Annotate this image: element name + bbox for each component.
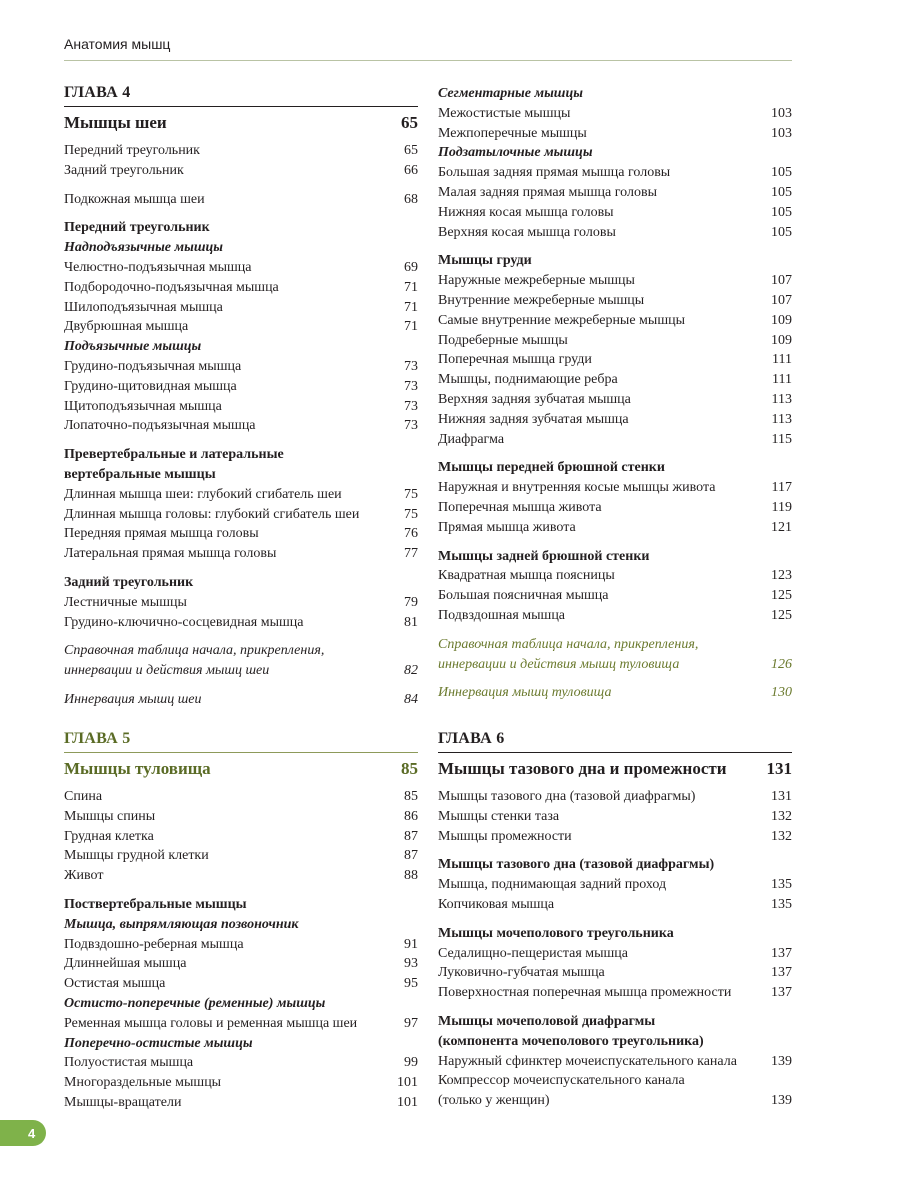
toc-entry[interactable] <box>438 331 792 351</box>
toc-entry[interactable] <box>438 104 792 124</box>
subsection-heading: Сегментарные мышцы <box>438 86 583 101</box>
running-head: Анатомия мышц <box>64 36 171 52</box>
toc-entry-page: 139 <box>771 1093 792 1109</box>
toc-entry-page: 99 <box>404 1055 418 1071</box>
toc-entry[interactable] <box>64 593 418 613</box>
toc-entry[interactable] <box>64 377 418 397</box>
toc-entry-page: 117 <box>771 480 792 496</box>
toc-entry-title: Мышцы тазового дна (тазовой диафрагмы) <box>438 789 696 804</box>
toc-entry-page: 139 <box>771 1053 792 1069</box>
toc-entry[interactable] <box>64 416 418 436</box>
toc-entry-title: Полуостистая мышца <box>64 1055 194 1071</box>
toc-entry-title: Мышцы спины <box>64 808 156 824</box>
toc-entry[interactable] <box>64 954 418 974</box>
toc-entry[interactable] <box>64 1093 418 1113</box>
toc-entry-title: Двубрюшная мышца <box>64 319 189 335</box>
toc-entry-title: Латеральная прямая мышца головы <box>64 546 277 562</box>
toc-entry-title: Межпоперечные мышцы <box>438 125 587 141</box>
toc-entry-page: 73 <box>404 358 418 374</box>
toc-entry-page: 137 <box>771 945 792 961</box>
toc-entry-title: Щитоподъязычная мышца <box>64 398 222 414</box>
toc-group <box>438 787 792 846</box>
toc-entry-title: Мышцы промежности <box>438 828 572 844</box>
toc-group <box>64 593 418 633</box>
toc-entry-page: 87 <box>404 848 418 864</box>
toc-group <box>438 271 792 449</box>
toc-entry-page: 135 <box>771 877 792 893</box>
toc-entry[interactable] <box>438 1091 792 1111</box>
chapter-title-row[interactable] <box>64 106 418 141</box>
toc-entry-title: Спина <box>64 789 103 804</box>
toc-entry-page: 88 <box>404 868 418 884</box>
toc-entry[interactable] <box>438 787 792 807</box>
toc-entry-title: Копчиковая мышца <box>438 896 555 912</box>
toc-entry[interactable] <box>438 1071 792 1091</box>
toc-entry-page: 131 <box>771 789 792 804</box>
section-heading: (компонента мочеполового треугольника) <box>438 1033 704 1049</box>
toc-entry-title: Лестничные мышцы <box>64 594 187 610</box>
toc-entry-page: 111 <box>772 372 792 388</box>
toc-entry-page: 105 <box>771 204 792 220</box>
toc-entry-page: 113 <box>771 411 792 427</box>
chapter-label: ГЛАВА 6 <box>438 730 505 747</box>
chapter-title: Мышцы туловища <box>64 759 211 778</box>
toc-entry-title: Подреберные мышцы <box>438 332 568 348</box>
toc-entry-page: 137 <box>771 985 792 1001</box>
toc-entry[interactable] <box>438 163 792 183</box>
toc-entry[interactable] <box>64 357 418 377</box>
chapter-title: Мышцы тазового дна и промежности <box>438 759 727 778</box>
toc-entry-title: Подбородочно-подъязычная мышца <box>64 279 279 295</box>
toc-entry[interactable] <box>64 141 418 161</box>
toc-entry-title: Поперечная мышца груди <box>438 352 592 368</box>
toc-entry-title: Длиннейшая мышца <box>64 956 187 972</box>
toc-entry-title: Нижняя задняя зубчатая мышца <box>438 411 629 427</box>
section-heading: вертебральные мышцы <box>64 466 216 482</box>
toc-entry-title: Мышцы-вращатели <box>64 1094 182 1110</box>
toc-entry[interactable] <box>438 827 792 847</box>
toc-entry-page: 132 <box>771 828 792 844</box>
toc-entry-title: Поверхностная поперечная мышца промежности <box>438 985 732 1001</box>
toc-entry-title: Верхняя косая мышца головы <box>438 224 616 240</box>
toc-entry-page: 137 <box>771 965 792 981</box>
toc-entry-page: 105 <box>771 224 792 240</box>
toc-entry[interactable] <box>438 410 792 430</box>
toc-entry[interactable] <box>64 278 418 298</box>
toc-entry-title: Внутренние межреберные мышцы <box>438 292 645 308</box>
toc-entry-page: 109 <box>771 332 792 348</box>
ref-table-line[interactable]: Справочная таблица начала, прикрепления, <box>64 643 325 659</box>
subsection-heading: Подъязычные мышцы <box>64 339 202 355</box>
toc-group <box>438 478 792 537</box>
toc-entry[interactable] <box>64 298 418 318</box>
toc-entry[interactable] <box>438 390 792 410</box>
subsection-heading: Поперечно-остистые мышцы <box>64 1035 253 1051</box>
toc-group <box>64 485 418 564</box>
toc-entry-page: 77 <box>404 546 418 562</box>
toc-entry-title: Мышцы, поднимающие ребра <box>438 372 618 388</box>
toc-entry-page: 73 <box>404 398 418 414</box>
toc-entry-title: Длинная мышца головы: глубокий сгибатель шеи <box>64 506 360 522</box>
toc-entry-page: 87 <box>404 828 418 844</box>
ref-table-entry[interactable] <box>64 661 418 681</box>
toc-entry[interactable] <box>64 787 418 807</box>
toc-entry[interactable] <box>64 974 418 994</box>
toc-entry[interactable] <box>64 1014 418 1034</box>
toc-entry-page: 132 <box>771 808 792 824</box>
toc-entry-page: 135 <box>771 896 792 912</box>
toc-entry-page: 71 <box>404 319 418 335</box>
section-heading: Мышцы груди <box>438 253 532 269</box>
innervation-entry[interactable] <box>64 690 418 710</box>
toc-entry-title: Луковично-губчатая мышца <box>438 965 605 981</box>
toc-entry[interactable] <box>64 544 418 564</box>
toc-entry[interactable] <box>438 271 792 291</box>
toc-entry-page: 76 <box>404 526 418 542</box>
section-heading: Мышцы мочеполового треугольника <box>438 925 674 941</box>
toc-entry-page: 125 <box>771 588 792 604</box>
ref-table-line: иннервации и действия мышц шеи <box>64 663 270 679</box>
toc-entry-title: Подвздошно-реберная мышца <box>64 936 244 952</box>
toc-entry-title: Мышцы грудной клетки <box>64 848 209 864</box>
ref-table-line[interactable]: Справочная таблица начала, прикрепления, <box>438 636 699 652</box>
toc-group <box>438 566 792 625</box>
toc-entry[interactable] <box>64 846 418 866</box>
toc-entry[interactable] <box>438 1052 792 1072</box>
toc-entry-page: 111 <box>772 352 792 368</box>
toc-entry-page: 75 <box>404 506 418 522</box>
toc-entry[interactable] <box>438 223 792 243</box>
toc-entry[interactable] <box>438 875 792 895</box>
section-heading: Мышцы тазового дна (тазовой диафрагмы) <box>438 857 715 873</box>
toc-entry[interactable] <box>64 190 418 210</box>
toc-group <box>64 935 418 994</box>
toc-entry-title: Грудная клетка <box>64 828 154 844</box>
toc-entry-title: Передняя прямая мышца головы <box>64 526 259 542</box>
toc-entry-page: 75 <box>404 486 418 502</box>
toc-entry[interactable] <box>64 866 418 886</box>
toc-entry-title: Мышцы стенки таза <box>438 808 560 824</box>
toc-group <box>438 163 792 242</box>
toc-entry[interactable] <box>438 203 792 223</box>
toc-entry[interactable] <box>438 124 792 144</box>
toc-entry-title: Поперечная мышца живота <box>438 499 602 515</box>
toc-entry[interactable] <box>438 311 792 331</box>
toc-group <box>438 1052 792 1072</box>
toc-entry-page: 125 <box>771 607 792 623</box>
toc-group <box>64 1014 418 1034</box>
toc-entry-page: 107 <box>771 292 792 308</box>
chapter-title-row[interactable] <box>64 752 418 787</box>
header-rule <box>64 60 792 61</box>
toc-entry[interactable] <box>438 291 792 311</box>
toc-entry-page: 105 <box>771 165 792 181</box>
toc-entry-title: Большая задняя прямая мышца головы <box>438 165 671 181</box>
toc-entry[interactable] <box>438 183 792 203</box>
chapter-title-row[interactable] <box>438 752 792 787</box>
toc-entry-title: Остистая мышца <box>64 976 166 992</box>
toc-entry-page: 103 <box>771 125 792 141</box>
toc-entry[interactable] <box>438 963 792 983</box>
toc-entry-page: 66 <box>404 162 418 178</box>
section-heading: Мышцы мочеполовой диафрагмы <box>438 1013 656 1029</box>
section-heading: Мышцы передней брюшной стенки <box>438 460 665 476</box>
toc-entry[interactable] <box>64 161 418 181</box>
chapter-5-section <box>64 730 418 1113</box>
toc-entry[interactable] <box>438 586 792 606</box>
toc-entry-page: 113 <box>771 391 792 407</box>
chapter-page: 131 <box>766 759 792 778</box>
subsection-heading: Остисто-поперечные (ременные) мышцы <box>64 995 326 1011</box>
toc-entry-page: 71 <box>404 299 418 315</box>
toc-entry-page: 115 <box>771 431 792 447</box>
toc-entry-page: 109 <box>771 312 792 328</box>
toc-entry-page: 73 <box>404 378 418 394</box>
toc-group <box>438 104 792 144</box>
chapter-label: ГЛАВА 5 <box>64 730 131 747</box>
subsection-heading: Надподъязычные мышцы <box>64 240 223 256</box>
toc-entry-page: 65 <box>404 143 418 158</box>
toc-entry-title: Верхняя задняя зубчатая мышца <box>438 391 631 407</box>
toc-entry-title: Грудино-подъязычная мышца <box>64 358 242 374</box>
toc-entry[interactable] <box>438 807 792 827</box>
innervation-title: Иннервация мышц туловища <box>438 685 612 701</box>
toc-entry-page: 85 <box>404 789 418 804</box>
toc-entry-title: (только у женщин) <box>438 1093 550 1109</box>
toc-entry-title: Большая поясничная мышца <box>438 588 609 604</box>
toc-entry-title: Наружная и внутренняя косые мышцы живота <box>438 480 716 496</box>
innervation-page: 130 <box>771 685 792 701</box>
page-number-tab <box>0 1120 46 1146</box>
section-heading: Превертебральные и латеральные <box>64 447 284 463</box>
toc-group <box>64 357 418 436</box>
toc-entry[interactable] <box>438 478 792 498</box>
toc-entry-title: Многораздельные мышцы <box>64 1075 222 1091</box>
toc-group <box>64 258 418 337</box>
innervation-entry[interactable] <box>438 683 792 703</box>
toc-entry-title: Компрессор мочеиспускательного канала <box>438 1073 685 1089</box>
toc-entry-title: Шилоподъязычная мышца <box>64 299 223 315</box>
toc-entry-title: Квадратная мышца поясницы <box>438 568 615 584</box>
toc-entry[interactable] <box>438 498 792 518</box>
toc-entry-page: 79 <box>404 594 418 610</box>
toc-group <box>438 875 792 915</box>
toc-entry[interactable] <box>64 485 418 505</box>
toc-entry[interactable] <box>64 827 418 847</box>
toc-entry-page: 68 <box>404 191 418 207</box>
toc-group <box>64 141 418 181</box>
toc-entry[interactable] <box>64 397 418 417</box>
toc-entry-title: Грудино-щитовидная мышца <box>64 378 237 394</box>
toc-entry-page: 123 <box>771 568 792 584</box>
toc-entry-title: Самые внутренние межреберные мышцы <box>438 312 685 328</box>
chapter-label: ГЛАВА 4 <box>64 84 131 101</box>
toc-entry[interactable] <box>64 317 418 337</box>
toc-entry-page: 73 <box>404 418 418 434</box>
toc-entry-title: Мышца, поднимающая задний проход <box>438 877 667 893</box>
toc-entry[interactable] <box>64 807 418 827</box>
page-number: 4 <box>28 1125 36 1141</box>
subsection-heading: Мышца, выпрямляющая позвоночник <box>64 916 299 932</box>
toc-entry[interactable] <box>64 613 418 633</box>
toc-entry-page: 86 <box>404 808 418 824</box>
ref-table-page: 126 <box>771 656 792 672</box>
toc-entry-title: Малая задняя прямая мышца головы <box>438 184 657 200</box>
section-heading: Передний треугольник <box>64 220 210 236</box>
toc-entry-page: 91 <box>404 936 418 952</box>
toc-entry-title: Задний треугольник <box>64 162 184 178</box>
trunk-continuation-section <box>438 84 792 703</box>
toc-entry-title: Лопаточно-подъязычная мышца <box>64 418 256 434</box>
section-heading: Поствертебральные мышцы <box>64 896 247 912</box>
toc-entry-page: 71 <box>404 279 418 295</box>
toc-entry-page: 101 <box>397 1094 418 1110</box>
chapter-6-section <box>438 730 792 1111</box>
toc-group <box>64 1053 418 1112</box>
toc-entry-title: Наружные межреберные мышцы <box>438 273 635 289</box>
ref-table-entry[interactable] <box>438 655 792 675</box>
toc-entry-title: Длинная мышца шеи: глубокий сгибатель шеи <box>64 486 342 502</box>
toc-entry[interactable] <box>64 935 418 955</box>
toc-entry[interactable] <box>64 1053 418 1073</box>
chapter-4-section <box>64 84 418 710</box>
toc-group <box>438 944 792 1003</box>
chapter-page: 85 <box>401 759 418 778</box>
toc-entry[interactable] <box>64 524 418 544</box>
toc-entry-page: 103 <box>771 105 792 121</box>
chapter-title: Мышцы шеи <box>64 113 167 132</box>
ref-table-line: иннервации и действия мышц туловища <box>438 656 680 672</box>
toc-entry-page: 69 <box>404 259 418 275</box>
toc-entry[interactable] <box>64 505 418 525</box>
subsection-heading: Подзатылочные мышцы <box>438 145 593 161</box>
toc-entry-title: Нижняя косая мышца головы <box>438 204 614 220</box>
toc-entry-page: 101 <box>397 1075 418 1091</box>
toc-entry-page: 97 <box>404 1015 418 1031</box>
toc-group <box>64 787 418 886</box>
toc-entry-title: Живот <box>64 868 104 884</box>
toc-entry[interactable] <box>438 983 792 1003</box>
toc-entry-title: Седалищно-пещеристая мышца <box>438 945 629 961</box>
toc-entry[interactable] <box>64 1073 418 1093</box>
toc-entry[interactable] <box>438 430 792 450</box>
toc-entry[interactable] <box>438 370 792 390</box>
toc-entry-title: Подвздошная мышца <box>438 607 566 623</box>
innervation-page: 84 <box>404 691 418 707</box>
toc-entry-title: Прямая мышца живота <box>438 519 576 535</box>
toc-entry[interactable] <box>64 258 418 278</box>
toc-entry-title: Наружный сфинктер мочеиспускательного канала <box>438 1053 737 1069</box>
section-heading: Мышцы задней брюшной стенки <box>438 548 650 564</box>
toc-entry-page: 121 <box>771 519 792 535</box>
toc-entry-title: Межостистые мышцы <box>438 105 571 121</box>
toc-entry-title: Грудино-ключично-сосцевидная мышца <box>64 614 304 630</box>
toc-entry[interactable] <box>438 350 792 370</box>
innervation-title: Иннервация мышц шеи <box>64 691 202 707</box>
toc-entry-page: 95 <box>404 976 418 992</box>
toc-entry-title: Подкожная мышца шеи <box>64 191 205 207</box>
toc-entry[interactable] <box>438 944 792 964</box>
toc-entry[interactable] <box>438 606 792 626</box>
section-heading: Задний треугольник <box>64 574 194 590</box>
toc-entry-title: Ременная мышца головы и ременная мышца шеи <box>64 1015 358 1031</box>
toc-entry-page: 119 <box>771 499 792 515</box>
chapter-page: 65 <box>401 113 418 132</box>
toc-entry-title: Диафрагма <box>438 431 505 447</box>
ref-table-page: 82 <box>404 663 418 679</box>
toc-entry[interactable] <box>438 518 792 538</box>
toc-entry-title: Передний треугольник <box>64 143 200 158</box>
toc-entry[interactable] <box>438 566 792 586</box>
toc-entry-page: 107 <box>771 273 792 289</box>
toc-entry-page: 105 <box>771 184 792 200</box>
toc-entry-page: 93 <box>404 956 418 972</box>
toc-entry-title: Челюстно-подъязычная мышца <box>64 259 252 275</box>
toc-entry[interactable] <box>438 895 792 915</box>
toc-entry-page: 81 <box>404 614 418 630</box>
